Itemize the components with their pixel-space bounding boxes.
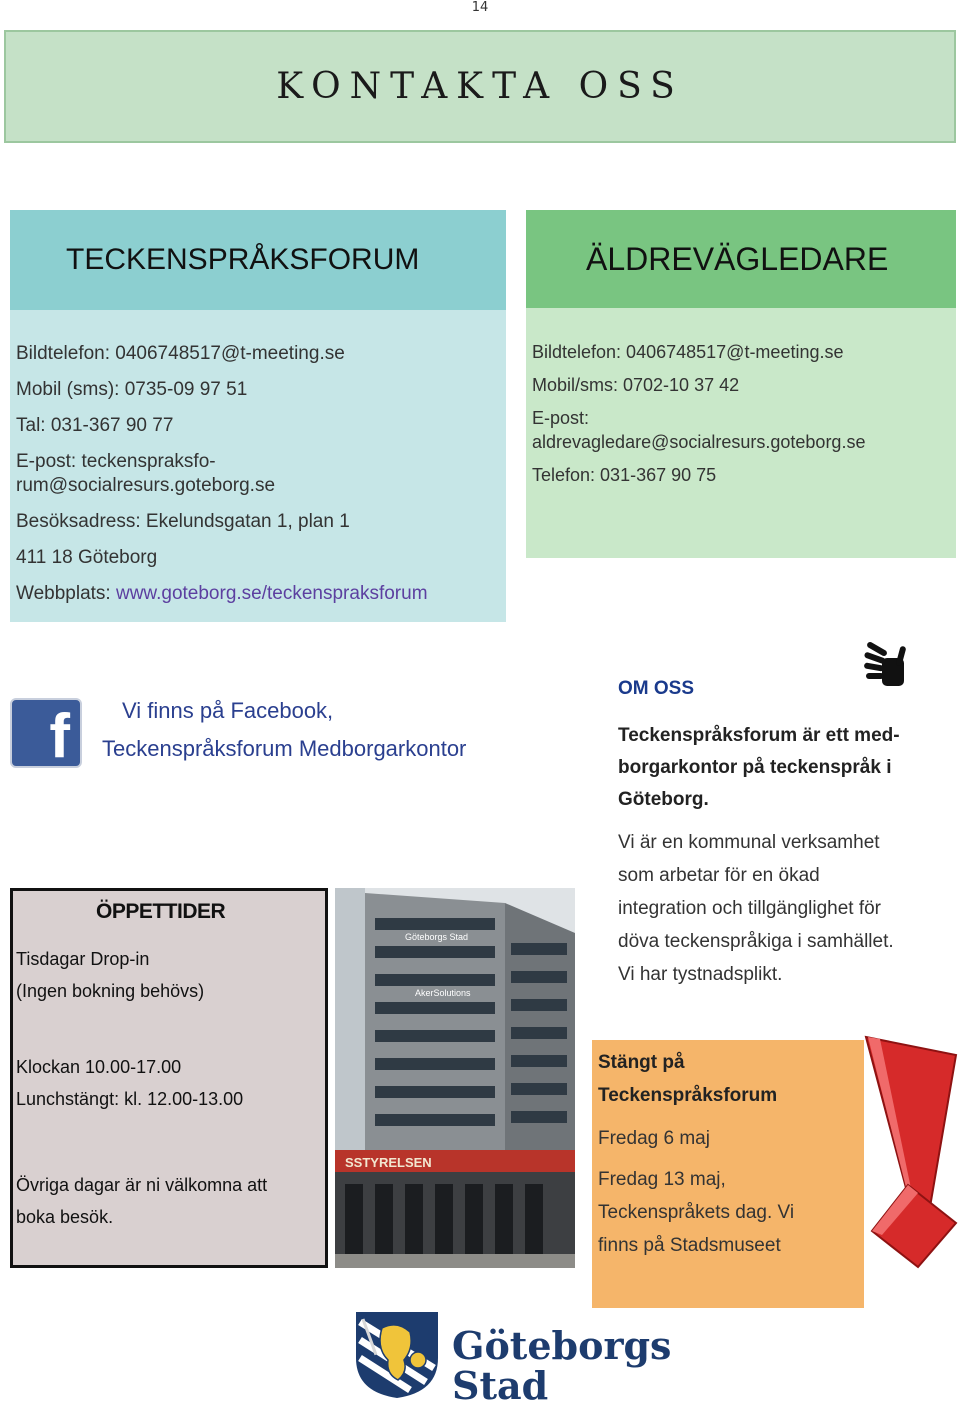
om-oss-body-1: Vi är en kommunal verksamhet [618, 832, 880, 853]
om-oss-body-4: döva teckenspråkiga i samhället. [618, 931, 894, 952]
aldre-heading: ÄLDREVÄGLEDARE [586, 240, 889, 277]
stangt-date-1: Fredag 6 maj [598, 1128, 710, 1149]
goteborgs-stad-line2: Stad [452, 1363, 549, 1408]
om-oss-intro [618, 720, 948, 816]
building-photo [335, 888, 575, 1268]
oppettider-klockan: Klockan 10.00-17.00 [16, 1057, 182, 1077]
aldre-mobil: Mobil/sms: 0702-10 37 42 [532, 375, 740, 395]
teckensprak-webbplats [16, 582, 506, 606]
oppettider-ovriga-1: Övriga dagar är ni välkomna att [16, 1175, 268, 1195]
aldre-epost: aldrevagledare@socialresurs.goteborg.se [532, 432, 866, 452]
stangt-date-2-line2: Teckenspråkets dag. Vi [598, 1202, 795, 1223]
om-oss-body-2: som arbetar för en ökad [618, 865, 820, 886]
building-sign-2: AkerSolutions [415, 988, 471, 998]
facebook-letter: f [49, 702, 70, 771]
teckensprak-epost-line1: E-post: teckenspraksfo- [16, 451, 216, 472]
om-oss-title: OM OSS [618, 678, 695, 699]
facebook-line1: Vi finns på Facebook, [122, 698, 334, 723]
aldre-epost-label: E-post: [532, 408, 590, 428]
aldre-heading-box [526, 210, 956, 308]
teckensprak-bildtelefon: Bildtelefon: 0406748517@t-meeting.se [16, 343, 345, 364]
banner-title: KONTAKTA OSS [276, 66, 684, 107]
facebook-line2: Teckenspråksforum Medborgarkontor [102, 736, 467, 761]
stangt-title-1: Stängt på [598, 1052, 685, 1073]
oppettider-lunch: Lunchstängt: kl. 12.00-13.00 [16, 1089, 244, 1109]
sign-language-hand-icon [862, 640, 912, 690]
goteborgs-stad-wordmark [452, 1323, 672, 1408]
building-sign-1: Göteborgs Stad [405, 932, 469, 942]
stangt-box [592, 1040, 864, 1308]
stangt-title-2: Teckenspråksforum [598, 1085, 778, 1106]
oppettider-title: ÖPPETTIDER [96, 900, 226, 923]
oppettider-ovriga-2: boka besök. [16, 1207, 114, 1227]
om-oss-intro-2: borgarkontor på teckenspråk i [618, 757, 892, 778]
aldre-telefon: Telefon: 031-367 90 75 [532, 465, 717, 485]
oppettider-ingen-bokning: (Ingen bokning behövs) [16, 981, 205, 1001]
contact-banner [4, 30, 956, 143]
stangt-date-2-line3: finns på Stadsmuseet [598, 1235, 781, 1256]
webbplats-label: Webbplats: [16, 583, 116, 604]
om-oss-body-5: Vi har tystnadsplikt. [618, 964, 783, 985]
facebook-icon[interactable] [10, 698, 82, 771]
teckensprak-tal: Tal: 031-367 90 77 [16, 415, 174, 436]
teckensprak-contact-box [10, 310, 506, 622]
om-oss-intro-1: Teckenspråksforum är ett med- [618, 725, 900, 746]
exclamation-icon [858, 1035, 958, 1275]
teckensprak-heading: TECKENSPRÅKSFORUM [66, 243, 420, 276]
aldre-bildtelefon: Bildtelefon: 0406748517@t-meeting.se [532, 342, 844, 362]
teckensprak-besoksadress: Besöksadress: Ekelundsgatan 1, plan 1 [16, 511, 350, 532]
stangt-date-2-line1: Fredag 13 maj, [598, 1169, 726, 1190]
teckensprak-mobil: Mobil (sms): 0735-09 97 51 [16, 379, 248, 400]
om-oss-body [618, 826, 948, 991]
om-oss-intro-3: Göteborg. [618, 789, 709, 810]
oppettider-tisdag: Tisdagar Drop-in [16, 949, 150, 969]
teckensprak-heading-box [10, 210, 506, 310]
aldre-contact-box [526, 308, 956, 558]
teckensprak-epost-line2: rum@socialresurs.goteborg.se [16, 475, 276, 496]
goteborgs-stad-line1: Göteborgs [452, 1323, 672, 1368]
om-oss-body-3: integration och tillgänglighet för [618, 898, 882, 919]
building-sign-3: SSTYRELSEN [345, 1155, 432, 1170]
page-number: 14 [471, 0, 489, 15]
goteborg-coat-of-arms-icon [352, 1308, 442, 1400]
webbplats-link[interactable]: www.goteborg.se/teckenspraksforum [115, 583, 428, 604]
teckensprak-postort: 411 18 Göteborg [16, 547, 158, 568]
